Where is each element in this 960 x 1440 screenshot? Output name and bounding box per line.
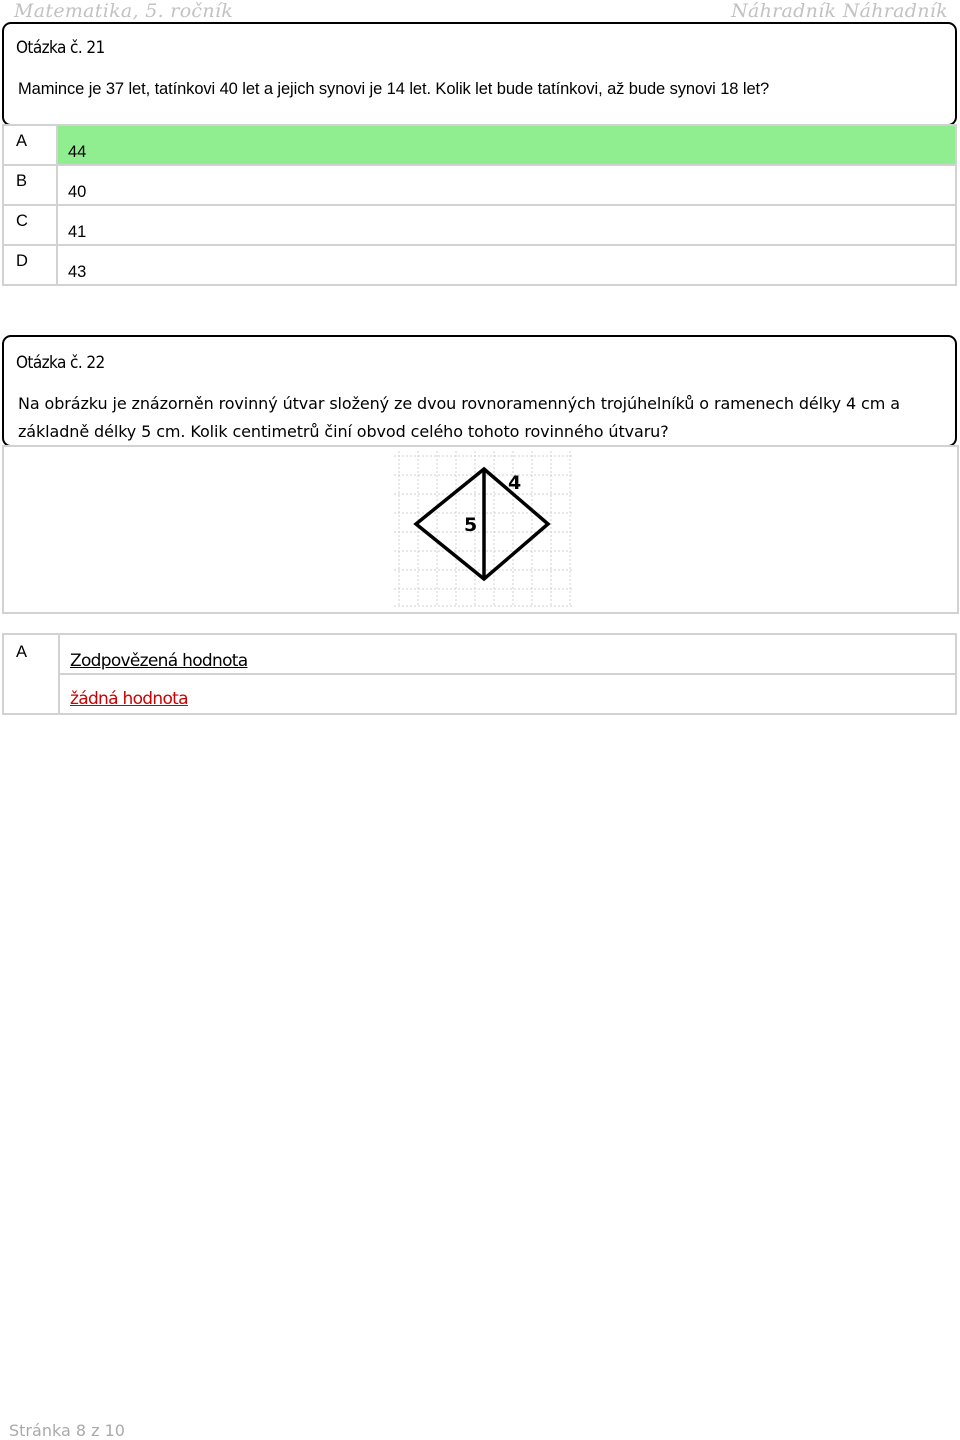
- base-label: 5: [464, 514, 478, 536]
- answer-label: Zodpovězená hodnota: [59, 634, 956, 674]
- answer-table: [2, 633, 957, 715]
- rhombus-outline: [416, 469, 548, 579]
- page-number: Stránka 8 z 10: [9, 1421, 125, 1440]
- option-row-a[interactable]: [3, 125, 956, 165]
- option-letter: B: [3, 165, 57, 205]
- rhombus-figure: [394, 451, 572, 609]
- option-value: 41: [57, 205, 956, 245]
- question-22-box: [2, 335, 957, 447]
- option-letter: A: [3, 125, 57, 165]
- option-value: 44: [57, 125, 956, 165]
- option-row-b[interactable]: [3, 165, 956, 205]
- question-text-line-1: Na obrázku je znázorněn rovinný útvar složený ze dvou rovnoramenných trojúhelníků o ramenech délky 4 cm a: [18, 394, 900, 413]
- option-value: 40: [57, 165, 956, 205]
- side-label: 4: [508, 472, 522, 494]
- option-letter: C: [3, 205, 57, 245]
- question-text-line-2: základně délky 5 cm. Kolik centimetrů činí obvod celého tohoto rovinného útvaru?: [18, 422, 669, 441]
- answer-options: [2, 124, 957, 286]
- question-title: Otázka č. 22: [16, 353, 105, 373]
- option-row-d[interactable]: [3, 245, 956, 285]
- option-letter: D: [3, 245, 57, 285]
- question-title: Otázka č. 21: [16, 38, 105, 58]
- option-row-c[interactable]: [3, 205, 956, 245]
- answer-letter: A: [3, 634, 59, 714]
- header-subject: Matematika, 5. ročník: [14, 0, 234, 22]
- option-value: 43: [57, 245, 956, 285]
- question-text: Mamince je 37 let, tatínkovi 40 let a jejich synovi je 14 let. Kolik let bude tatínkovi, až bude synovi 18 let?: [18, 80, 770, 98]
- question-21-box: [2, 22, 957, 126]
- header-student-name: Náhradník Náhradník: [731, 0, 948, 22]
- answer-value: žádná hodnota: [59, 674, 956, 714]
- figure-area: [2, 445, 959, 614]
